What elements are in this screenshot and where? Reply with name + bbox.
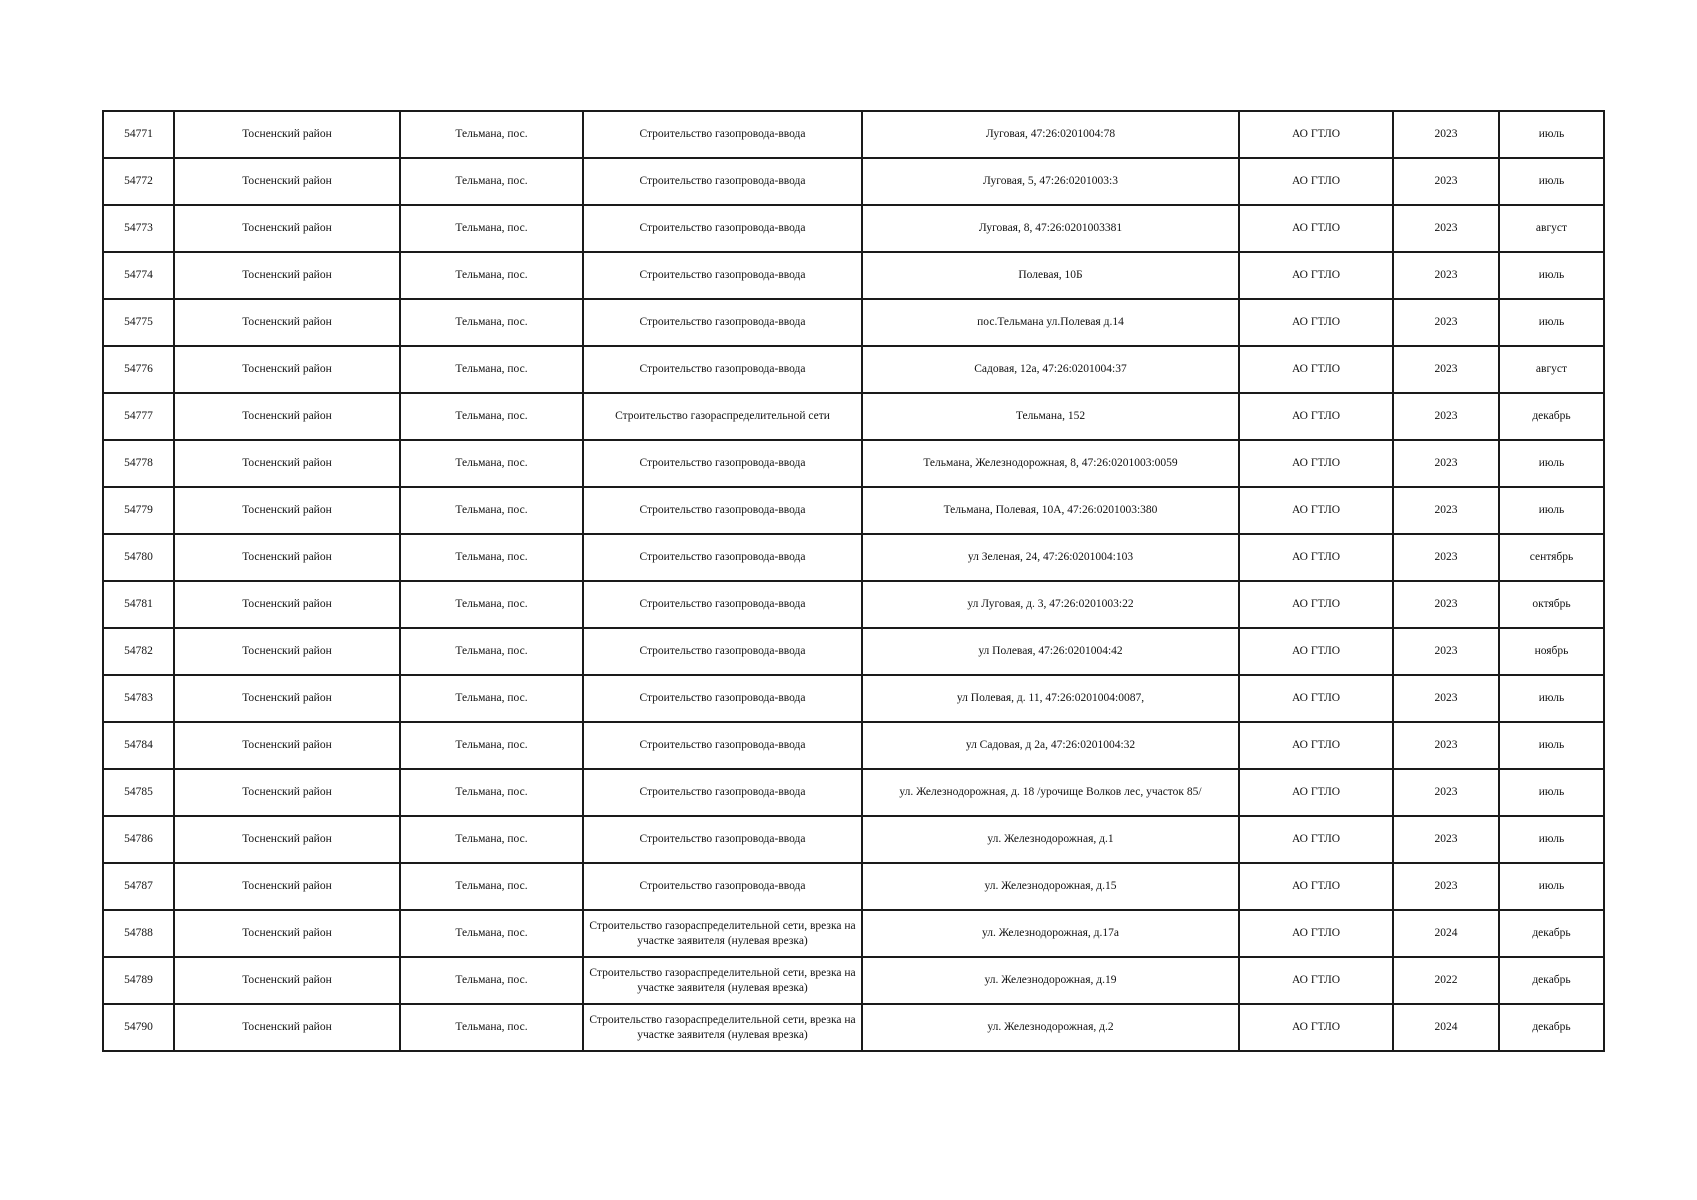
cell-id: 54772 <box>103 158 174 205</box>
cell-work-type: Строительство газопровода-ввода <box>583 863 862 910</box>
cell-address: ул. Железнодорожная, д.1 <box>862 816 1239 863</box>
table-row <box>103 863 1604 910</box>
cell-organization: АО ГТЛО <box>1239 722 1393 769</box>
cell-year: 2023 <box>1393 722 1499 769</box>
cell-address: ул Полевая, 47:26:0201004:42 <box>862 628 1239 675</box>
cell-organization: АО ГТЛО <box>1239 1004 1393 1051</box>
cell-address: ул. Железнодорожная, д.17а <box>862 910 1239 957</box>
cell-id: 54787 <box>103 863 174 910</box>
cell-month: июль <box>1499 111 1604 158</box>
table-row <box>103 393 1604 440</box>
cell-work-type: Строительство газопровода-ввода <box>583 675 862 722</box>
cell-work-type: Строительство газопровода-ввода <box>583 111 862 158</box>
cell-work-type: Строительство газопровода-ввода <box>583 628 862 675</box>
cell-address: Садовая, 12а, 47:26:0201004:37 <box>862 346 1239 393</box>
cell-month: декабрь <box>1499 1004 1604 1051</box>
cell-year: 2023 <box>1393 346 1499 393</box>
cell-organization: АО ГТЛО <box>1239 440 1393 487</box>
cell-year: 2024 <box>1393 910 1499 957</box>
cell-organization: АО ГТЛО <box>1239 534 1393 581</box>
cell-work-type: Строительство газопровода-ввода <box>583 534 862 581</box>
cell-organization: АО ГТЛО <box>1239 957 1393 1004</box>
cell-district: Тосненский район <box>174 534 400 581</box>
cell-month: август <box>1499 346 1604 393</box>
cell-address: ул Полевая, д. 11, 47:26:0201004:0087, <box>862 675 1239 722</box>
cell-id: 54773 <box>103 205 174 252</box>
cell-organization: АО ГТЛО <box>1239 863 1393 910</box>
cell-work-type: Строительство газопровода-ввода <box>583 299 862 346</box>
cell-settlement: Тельмана, пос. <box>400 628 583 675</box>
cell-district: Тосненский район <box>174 863 400 910</box>
cell-year: 2023 <box>1393 299 1499 346</box>
cell-month: июль <box>1499 816 1604 863</box>
cell-year: 2023 <box>1393 863 1499 910</box>
cell-year: 2023 <box>1393 205 1499 252</box>
cell-settlement: Тельмана, пос. <box>400 299 583 346</box>
cell-month: сентябрь <box>1499 534 1604 581</box>
cell-settlement: Тельмана, пос. <box>400 158 583 205</box>
cell-work-type: Строительство газораспределительной сети, врезка на участке заявителя (нулевая врезка) <box>583 1004 862 1051</box>
table-row <box>103 534 1604 581</box>
table-row <box>103 346 1604 393</box>
table-row <box>103 957 1604 1004</box>
cell-settlement: Тельмана, пос. <box>400 769 583 816</box>
cell-month: июль <box>1499 863 1604 910</box>
cell-month: июль <box>1499 440 1604 487</box>
table-row <box>103 581 1604 628</box>
cell-settlement: Тельмана, пос. <box>400 581 583 628</box>
cell-month: декабрь <box>1499 393 1604 440</box>
cell-address: Луговая, 8, 47:26:0201003381 <box>862 205 1239 252</box>
cell-organization: АО ГТЛО <box>1239 769 1393 816</box>
table-row <box>103 487 1604 534</box>
cell-work-type: Строительство газопровода-ввода <box>583 205 862 252</box>
cell-settlement: Тельмана, пос. <box>400 534 583 581</box>
cell-year: 2023 <box>1393 816 1499 863</box>
table-row <box>103 769 1604 816</box>
cell-organization: АО ГТЛО <box>1239 581 1393 628</box>
cell-district: Тосненский район <box>174 722 400 769</box>
cell-id: 54784 <box>103 722 174 769</box>
cell-address: Полевая, 10Б <box>862 252 1239 299</box>
table-row <box>103 628 1604 675</box>
cell-district: Тосненский район <box>174 487 400 534</box>
cell-id: 54782 <box>103 628 174 675</box>
cell-settlement: Тельмана, пос. <box>400 205 583 252</box>
cell-id: 54788 <box>103 910 174 957</box>
cell-month: июль <box>1499 158 1604 205</box>
cell-settlement: Тельмана, пос. <box>400 111 583 158</box>
cell-month: ноябрь <box>1499 628 1604 675</box>
cell-year: 2023 <box>1393 111 1499 158</box>
cell-address: ул Зеленая, 24, 47:26:0201004:103 <box>862 534 1239 581</box>
cell-id: 54771 <box>103 111 174 158</box>
cell-district: Тосненский район <box>174 440 400 487</box>
cell-address: ул. Железнодорожная, д.19 <box>862 957 1239 1004</box>
cell-month: декабрь <box>1499 957 1604 1004</box>
cell-month: июль <box>1499 299 1604 346</box>
cell-address: ул. Железнодорожная, д.2 <box>862 1004 1239 1051</box>
cell-id: 54777 <box>103 393 174 440</box>
cell-organization: АО ГТЛО <box>1239 299 1393 346</box>
cell-district: Тосненский район <box>174 628 400 675</box>
cell-settlement: Тельмана, пос. <box>400 910 583 957</box>
cell-year: 2023 <box>1393 675 1499 722</box>
cell-id: 54789 <box>103 957 174 1004</box>
cell-work-type: Строительство газопровода-ввода <box>583 346 862 393</box>
cell-work-type: Строительство газопровода-ввода <box>583 722 862 769</box>
cell-work-type: Строительство газопровода-ввода <box>583 769 862 816</box>
cell-month: июль <box>1499 769 1604 816</box>
cell-organization: АО ГТЛО <box>1239 487 1393 534</box>
cell-district: Тосненский район <box>174 393 400 440</box>
cell-settlement: Тельмана, пос. <box>400 252 583 299</box>
cell-settlement: Тельмана, пос. <box>400 957 583 1004</box>
cell-id: 54776 <box>103 346 174 393</box>
cell-settlement: Тельмана, пос. <box>400 440 583 487</box>
cell-settlement: Тельмана, пос. <box>400 1004 583 1051</box>
cell-work-type: Строительство газопровода-ввода <box>583 487 862 534</box>
cell-id: 54786 <box>103 816 174 863</box>
table-row <box>103 111 1604 158</box>
cell-settlement: Тельмана, пос. <box>400 722 583 769</box>
cell-year: 2023 <box>1393 440 1499 487</box>
cell-id: 54790 <box>103 1004 174 1051</box>
cell-work-type: Строительство газораспределительной сети, врезка на участке заявителя (нулевая врезка) <box>583 957 862 1004</box>
cell-month: июль <box>1499 252 1604 299</box>
cell-address: ул Садовая, д 2а, 47:26:0201004:32 <box>862 722 1239 769</box>
cell-organization: АО ГТЛО <box>1239 252 1393 299</box>
cell-district: Тосненский район <box>174 158 400 205</box>
cell-district: Тосненский район <box>174 346 400 393</box>
cell-month: июль <box>1499 675 1604 722</box>
cell-settlement: Тельмана, пос. <box>400 346 583 393</box>
cell-work-type: Строительство газопровода-ввода <box>583 816 862 863</box>
cell-year: 2023 <box>1393 158 1499 205</box>
cell-id: 54780 <box>103 534 174 581</box>
cell-id: 54781 <box>103 581 174 628</box>
cell-year: 2023 <box>1393 581 1499 628</box>
cell-month: август <box>1499 205 1604 252</box>
table-row <box>103 722 1604 769</box>
cell-district: Тосненский район <box>174 957 400 1004</box>
cell-id: 54774 <box>103 252 174 299</box>
cell-settlement: Тельмана, пос. <box>400 816 583 863</box>
cell-year: 2024 <box>1393 1004 1499 1051</box>
table-row <box>103 252 1604 299</box>
cell-address: Тельмана, 152 <box>862 393 1239 440</box>
cell-work-type: Строительство газопровода-ввода <box>583 440 862 487</box>
cell-id: 54779 <box>103 487 174 534</box>
cell-year: 2023 <box>1393 393 1499 440</box>
cell-work-type: Строительство газораспределительной сети <box>583 393 862 440</box>
table-row <box>103 816 1604 863</box>
cell-year: 2023 <box>1393 252 1499 299</box>
cell-district: Тосненский район <box>174 675 400 722</box>
cell-year: 2023 <box>1393 769 1499 816</box>
table-row <box>103 205 1604 252</box>
cell-settlement: Тельмана, пос. <box>400 393 583 440</box>
cell-settlement: Тельмана, пос. <box>400 863 583 910</box>
cell-organization: АО ГТЛО <box>1239 346 1393 393</box>
cell-address: ул. Железнодорожная, д. 18 /урочище Волков лес, участок 85/ <box>862 769 1239 816</box>
cell-month: октябрь <box>1499 581 1604 628</box>
cell-settlement: Тельмана, пос. <box>400 487 583 534</box>
cell-district: Тосненский район <box>174 1004 400 1051</box>
table-row <box>103 299 1604 346</box>
cell-district: Тосненский район <box>174 252 400 299</box>
cell-district: Тосненский район <box>174 769 400 816</box>
table-body <box>103 111 1604 1051</box>
cell-address: Луговая, 5, 47:26:0201003:3 <box>862 158 1239 205</box>
cell-work-type: Строительство газопровода-ввода <box>583 581 862 628</box>
cell-district: Тосненский район <box>174 910 400 957</box>
cell-year: 2022 <box>1393 957 1499 1004</box>
cell-year: 2023 <box>1393 487 1499 534</box>
cell-id: 54783 <box>103 675 174 722</box>
cell-organization: АО ГТЛО <box>1239 205 1393 252</box>
cell-organization: АО ГТЛО <box>1239 393 1393 440</box>
cell-organization: АО ГТЛО <box>1239 910 1393 957</box>
cell-district: Тосненский район <box>174 111 400 158</box>
cell-id: 54775 <box>103 299 174 346</box>
cell-district: Тосненский район <box>174 816 400 863</box>
cell-id: 54785 <box>103 769 174 816</box>
cell-organization: АО ГТЛО <box>1239 675 1393 722</box>
cell-year: 2023 <box>1393 534 1499 581</box>
cell-address: Луговая, 47:26:0201004:78 <box>862 111 1239 158</box>
cell-organization: АО ГТЛО <box>1239 158 1393 205</box>
table-row <box>103 1004 1604 1051</box>
cell-address: Тельмана, Полевая, 10А, 47:26:0201003:380 <box>862 487 1239 534</box>
cell-address: ул. Железнодорожная, д.15 <box>862 863 1239 910</box>
cell-work-type: Строительство газопровода-ввода <box>583 252 862 299</box>
cell-district: Тосненский район <box>174 205 400 252</box>
cell-month: декабрь <box>1499 910 1604 957</box>
table-row <box>103 675 1604 722</box>
cell-address: Тельмана, Железнодорожная, 8, 47:26:0201003:0059 <box>862 440 1239 487</box>
table-row <box>103 440 1604 487</box>
cell-settlement: Тельмана, пос. <box>400 675 583 722</box>
cell-month: июль <box>1499 487 1604 534</box>
cell-month: июль <box>1499 722 1604 769</box>
cell-organization: АО ГТЛО <box>1239 628 1393 675</box>
cell-address: пос.Тельмана ул.Полевая д.14 <box>862 299 1239 346</box>
gas-works-table <box>102 110 1605 1052</box>
cell-work-type: Строительство газораспределительной сети, врезка на участке заявителя (нулевая врезка) <box>583 910 862 957</box>
table-row <box>103 910 1604 957</box>
cell-district: Тосненский район <box>174 299 400 346</box>
cell-organization: АО ГТЛО <box>1239 816 1393 863</box>
cell-organization: АО ГТЛО <box>1239 111 1393 158</box>
cell-year: 2023 <box>1393 628 1499 675</box>
cell-id: 54778 <box>103 440 174 487</box>
cell-address: ул Луговая, д. 3, 47:26:0201003:22 <box>862 581 1239 628</box>
cell-district: Тосненский район <box>174 581 400 628</box>
table-row <box>103 158 1604 205</box>
cell-work-type: Строительство газопровода-ввода <box>583 158 862 205</box>
